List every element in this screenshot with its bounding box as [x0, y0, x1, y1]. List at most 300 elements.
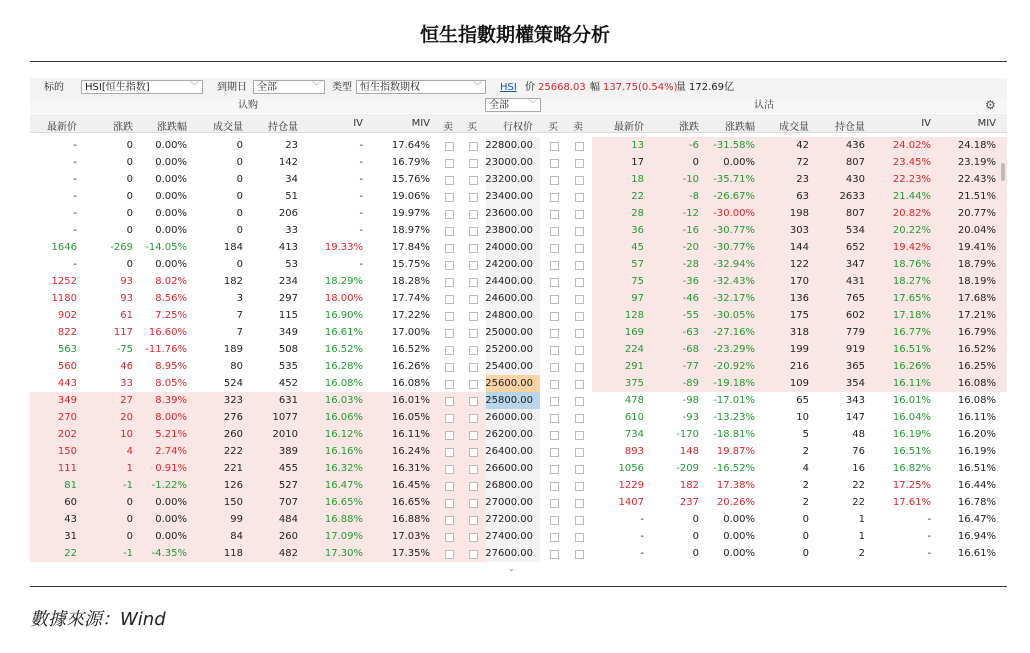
put-cell: 21.51%: [957, 191, 996, 202]
put-buy-checkbox[interactable]: [550, 397, 559, 406]
put-buy-checkbox[interactable]: [550, 363, 559, 372]
call-sell-checkbox[interactable]: [445, 312, 454, 321]
put-cell: 23.19%: [957, 157, 996, 168]
put-cell: 170: [789, 276, 809, 287]
strike-price: 23600.00: [485, 208, 533, 219]
expiry-select[interactable]: [253, 80, 325, 94]
put-sell-checkbox[interactable]: [575, 465, 584, 474]
call-cell: 0: [236, 208, 243, 219]
call-cell: 16.08%: [324, 378, 363, 389]
put-cell: 16.19%: [892, 429, 931, 440]
put-cell: 2: [802, 480, 809, 491]
call-col-header: MIV: [411, 118, 430, 129]
call-cell: -: [73, 208, 77, 219]
strike-price: 24800.00: [485, 310, 533, 321]
put-sell-checkbox[interactable]: [575, 380, 584, 389]
put-cell: 0: [692, 531, 699, 542]
call-cell: 0: [126, 208, 133, 219]
call-sell-checkbox[interactable]: [445, 533, 454, 542]
call-cell: 16.61%: [324, 327, 363, 338]
call-sell-checkbox[interactable]: [445, 499, 454, 508]
call-cell: 482: [278, 548, 298, 559]
call-sell-checkbox[interactable]: [445, 329, 454, 338]
put-cell: 18.79%: [957, 259, 996, 270]
put-cell: 0: [692, 157, 699, 168]
price-value: 25668.03: [538, 82, 586, 93]
put-sell-checkbox[interactable]: [575, 295, 584, 304]
call-buy-checkbox[interactable]: [469, 448, 478, 457]
call-cell: 484: [278, 514, 298, 525]
put-cell: -26.67%: [713, 191, 755, 202]
put-col-header: 涨跌幅: [725, 122, 755, 133]
call-buy-checkbox[interactable]: [469, 465, 478, 474]
put-cell: 0.00%: [723, 531, 755, 542]
put-cell: -: [640, 531, 644, 542]
call-cell: 16.08%: [391, 378, 430, 389]
call-cell: 1646: [51, 242, 77, 253]
call-cell: -: [73, 191, 77, 202]
call-cell: 7.25%: [155, 310, 187, 321]
chevron-down-icon[interactable]: ⌄: [508, 564, 515, 573]
call-cell: 0: [126, 174, 133, 185]
put-cell: 136: [789, 293, 809, 304]
put-cell: 17.18%: [892, 310, 931, 321]
call-sell-checkbox[interactable]: [445, 363, 454, 372]
put-buy-checkbox[interactable]: [550, 550, 559, 559]
call-cell: 17.22%: [391, 310, 430, 321]
put-sell-checkbox[interactable]: [575, 499, 584, 508]
call-cell: 16.26%: [391, 361, 430, 372]
call-cell: 17.35%: [391, 548, 430, 559]
put-buy-checkbox[interactable]: [550, 244, 559, 253]
put-cell: 20.77%: [957, 208, 996, 219]
scrollbar-thumb[interactable]: [1001, 163, 1005, 181]
call-buy-checkbox[interactable]: [469, 414, 478, 423]
put-cell: 24.18%: [957, 140, 996, 151]
put-sell-checkbox[interactable]: [575, 176, 584, 185]
put-buy-checkbox[interactable]: [550, 193, 559, 202]
put-cell: 765: [845, 293, 865, 304]
put-cell: -27.16%: [713, 327, 755, 338]
call-sell-checkbox[interactable]: [445, 295, 454, 304]
put-cell: 17.25%: [892, 480, 931, 491]
table-row[interactable]: [30, 307, 1007, 324]
table-row[interactable]: [30, 222, 1007, 239]
call-buy-checkbox[interactable]: [469, 261, 478, 270]
put-buy-checkbox[interactable]: [550, 414, 559, 423]
put-sell-checkbox[interactable]: [575, 261, 584, 270]
call-sell-checkbox[interactable]: [445, 142, 454, 151]
ticker-link[interactable]: HSI: [500, 82, 517, 93]
put-cell: 779: [845, 327, 865, 338]
call-buy-checkbox[interactable]: [469, 210, 478, 219]
call-cell: 0.00%: [155, 225, 187, 236]
table-row[interactable]: [30, 188, 1007, 205]
call-cell: 19.06%: [391, 191, 430, 202]
call-sell-checkbox[interactable]: [445, 397, 454, 406]
call-cell: 150: [223, 497, 243, 508]
call-sell-checkbox[interactable]: [445, 227, 454, 236]
put-buy-checkbox[interactable]: [550, 431, 559, 440]
call-cell: 452: [278, 378, 298, 389]
call-cell: 527: [278, 480, 298, 491]
call-buy-checkbox[interactable]: [469, 227, 478, 236]
call-buy-header: 买: [467, 122, 477, 133]
call-cell: 117: [113, 327, 133, 338]
put-cell: 237: [679, 497, 699, 508]
put-cell: 21.44%: [892, 191, 931, 202]
put-sell-checkbox[interactable]: [575, 533, 584, 542]
call-buy-checkbox[interactable]: [469, 142, 478, 151]
strike-price: 25400.00: [485, 361, 533, 372]
underlying-select[interactable]: [81, 80, 203, 94]
table-row[interactable]: [30, 341, 1007, 358]
put-sell-checkbox[interactable]: [575, 312, 584, 321]
put-buy-checkbox[interactable]: [550, 142, 559, 151]
put-cell: 128: [624, 310, 644, 321]
call-cell: 0: [126, 531, 133, 542]
put-buy-checkbox[interactable]: [550, 499, 559, 508]
call-buy-checkbox[interactable]: [469, 550, 478, 559]
call-cell: 53: [285, 259, 298, 270]
chevron-down-icon: ﹀: [189, 82, 199, 92]
put-sell-checkbox[interactable]: [575, 159, 584, 168]
call-buy-checkbox[interactable]: [469, 295, 478, 304]
type-select[interactable]: [356, 80, 486, 94]
put-buy-checkbox[interactable]: [550, 176, 559, 185]
call-buy-checkbox[interactable]: [469, 193, 478, 202]
put-col-header: 最新价: [614, 122, 644, 133]
call-sell-checkbox[interactable]: [445, 261, 454, 270]
call-cell: -: [359, 174, 363, 185]
put-cell: -12: [682, 208, 699, 219]
put-cell: 343: [845, 395, 865, 406]
table-row[interactable]: [30, 511, 1007, 528]
put-cell: 0: [802, 514, 809, 525]
call-cell: 0: [126, 157, 133, 168]
put-sell-checkbox[interactable]: [575, 516, 584, 525]
table-row[interactable]: [30, 239, 1007, 256]
call-sell-checkbox[interactable]: [445, 431, 454, 440]
call-buy-checkbox[interactable]: [469, 244, 478, 253]
put-cell: 652: [845, 242, 865, 253]
call-cell: -: [359, 157, 363, 168]
put-cell: 16.20%: [957, 429, 996, 440]
table-row[interactable]: [30, 324, 1007, 341]
put-cell: -6: [689, 140, 699, 151]
put-cell: -17.01%: [713, 395, 755, 406]
put-cell: 57: [631, 259, 644, 270]
put-sell-checkbox[interactable]: [575, 210, 584, 219]
put-sell-checkbox[interactable]: [575, 431, 584, 440]
table-row[interactable]: [30, 256, 1007, 273]
put-cell: 147: [845, 412, 865, 423]
call-cell: 17.64%: [391, 140, 430, 151]
put-cell: -68: [682, 344, 699, 355]
put-cell: 13: [631, 140, 644, 151]
call-buy-checkbox[interactable]: [469, 516, 478, 525]
put-cell: 22.43%: [957, 174, 996, 185]
table-row[interactable]: [30, 154, 1007, 171]
put-cell: -32.17%: [713, 293, 755, 304]
call-cell: 631: [278, 395, 298, 406]
put-cell: -28: [682, 259, 699, 270]
put-buy-checkbox[interactable]: [550, 210, 559, 219]
put-buy-checkbox[interactable]: [550, 261, 559, 270]
call-buy-checkbox[interactable]: [469, 380, 478, 389]
strike-price: 23800.00: [485, 225, 533, 236]
put-sell-checkbox[interactable]: [575, 329, 584, 338]
put-cell: 224: [624, 344, 644, 355]
call-cell: 0.00%: [155, 208, 187, 219]
put-cell: 10: [796, 412, 809, 423]
call-sell-checkbox[interactable]: [445, 176, 454, 185]
put-cell: 1407: [618, 497, 644, 508]
put-buy-checkbox[interactable]: [550, 295, 559, 304]
put-cell: 36: [631, 225, 644, 236]
put-buy-header: 买: [548, 122, 558, 133]
call-cell: 0.00%: [155, 531, 187, 542]
put-buy-checkbox[interactable]: [550, 227, 559, 236]
call-sell-checkbox[interactable]: [445, 448, 454, 457]
call-cell: -: [73, 225, 77, 236]
call-sell-checkbox[interactable]: [445, 244, 454, 253]
call-cell: -269: [110, 242, 133, 253]
strike-price: 27000.00: [485, 497, 533, 508]
strike-price: 24000.00: [485, 242, 533, 253]
put-cell: 734: [624, 429, 644, 440]
call-cell: 260: [278, 531, 298, 542]
strike-filter-value: 全部: [489, 100, 509, 111]
call-buy-checkbox[interactable]: [469, 482, 478, 491]
call-buy-checkbox[interactable]: [469, 363, 478, 372]
table-row[interactable]: [30, 358, 1007, 375]
put-cell: 28: [631, 208, 644, 219]
volume-label: 量: [676, 82, 686, 93]
call-cell: 126: [223, 480, 243, 491]
table-row[interactable]: [30, 460, 1007, 477]
put-sell-checkbox[interactable]: [575, 397, 584, 406]
table-row[interactable]: [30, 494, 1007, 511]
call-col-header: IV: [353, 118, 363, 129]
call-cell: 17.74%: [391, 293, 430, 304]
put-cell: 16.26%: [892, 361, 931, 372]
bottom-divider: [30, 586, 1007, 587]
table-row[interactable]: [30, 409, 1007, 426]
call-sell-checkbox[interactable]: [445, 346, 454, 355]
call-cell: -4.35%: [151, 548, 187, 559]
table-row[interactable]: [30, 137, 1007, 154]
put-buy-checkbox[interactable]: [550, 329, 559, 338]
put-cell: 2633: [839, 191, 865, 202]
put-cell: 22: [852, 497, 865, 508]
put-cell: 63: [796, 191, 809, 202]
put-buy-checkbox[interactable]: [550, 278, 559, 287]
put-cell: -170: [676, 429, 699, 440]
call-cell: -: [73, 174, 77, 185]
put-buy-checkbox[interactable]: [550, 482, 559, 491]
table-row[interactable]: [30, 290, 1007, 307]
strike-price: 22800.00: [485, 140, 533, 151]
put-buy-checkbox[interactable]: [550, 159, 559, 168]
table-row[interactable]: [30, 273, 1007, 290]
chevron-down-icon: ﹀: [472, 82, 482, 92]
put-sell-checkbox[interactable]: [575, 142, 584, 151]
put-sell-checkbox[interactable]: [575, 363, 584, 372]
put-cell: 1: [858, 514, 865, 525]
put-cell: -19.18%: [713, 378, 755, 389]
call-cell: 19.33%: [324, 242, 363, 253]
put-cell: 1: [858, 531, 865, 542]
call-sell-header: 卖: [443, 122, 453, 133]
call-cell: -1: [123, 480, 133, 491]
call-cell: -1: [123, 548, 133, 559]
put-cell: 534: [845, 225, 865, 236]
table-row[interactable]: [30, 545, 1007, 562]
put-sell-checkbox[interactable]: [575, 482, 584, 491]
call-sell-checkbox[interactable]: [445, 159, 454, 168]
call-sell-checkbox[interactable]: [445, 516, 454, 525]
call-buy-checkbox[interactable]: [469, 499, 478, 508]
put-sell-checkbox[interactable]: [575, 414, 584, 423]
call-sell-checkbox[interactable]: [445, 414, 454, 423]
call-sell-checkbox[interactable]: [445, 210, 454, 219]
strike-price: 23200.00: [485, 174, 533, 185]
strike-price: 23400.00: [485, 191, 533, 202]
call-cell: 0: [236, 174, 243, 185]
put-sell-header: 卖: [573, 122, 583, 133]
put-cell: 16.78%: [957, 497, 996, 508]
put-buy-checkbox[interactable]: [550, 516, 559, 525]
table-row[interactable]: [30, 392, 1007, 409]
put-sell-checkbox[interactable]: [575, 346, 584, 355]
table-row[interactable]: [30, 528, 1007, 545]
put-cell: 16: [852, 463, 865, 474]
call-cell: 455: [278, 463, 298, 474]
table-row[interactable]: [30, 205, 1007, 222]
put-sell-checkbox[interactable]: [575, 550, 584, 559]
table-row[interactable]: [30, 171, 1007, 188]
call-cell: 16.06%: [324, 412, 363, 423]
call-cell: 84: [230, 531, 243, 542]
call-cell: 0: [126, 225, 133, 236]
call-cell: 8.00%: [155, 412, 187, 423]
call-cell: 16.90%: [324, 310, 363, 321]
call-buy-checkbox[interactable]: [469, 159, 478, 168]
call-cell: -: [359, 225, 363, 236]
call-cell: 0: [236, 140, 243, 151]
call-cell: 202: [57, 429, 77, 440]
put-sell-checkbox[interactable]: [575, 244, 584, 253]
call-cell: 7: [236, 310, 243, 321]
put-cell: -32.94%: [713, 259, 755, 270]
call-cell: 707: [278, 497, 298, 508]
call-cell: 18.29%: [324, 276, 363, 287]
call-sell-checkbox[interactable]: [445, 380, 454, 389]
call-cell: -: [359, 259, 363, 270]
put-sell-checkbox[interactable]: [575, 278, 584, 287]
call-sell-checkbox[interactable]: [445, 482, 454, 491]
put-cell: -: [640, 514, 644, 525]
put-buy-checkbox[interactable]: [550, 448, 559, 457]
call-cell: 17.00%: [391, 327, 430, 338]
call-buy-checkbox[interactable]: [469, 176, 478, 185]
put-cell: 42: [796, 140, 809, 151]
put-cell: 17: [631, 157, 644, 168]
strike-price: 27200.00: [485, 514, 533, 525]
call-cell: 18.28%: [391, 276, 430, 287]
call-buy-checkbox[interactable]: [469, 533, 478, 542]
put-cell: 0: [692, 514, 699, 525]
put-cell: 16.01%: [892, 395, 931, 406]
call-cell: 33: [120, 378, 133, 389]
put-cell: 18.27%: [892, 276, 931, 287]
put-cell: 16.25%: [957, 361, 996, 372]
put-cell: 198: [789, 208, 809, 219]
call-buy-checkbox[interactable]: [469, 278, 478, 287]
put-cell: 16.04%: [892, 412, 931, 423]
put-cell: 72: [796, 157, 809, 168]
call-cell: 560: [57, 361, 77, 372]
put-buy-checkbox[interactable]: [550, 380, 559, 389]
call-buy-checkbox[interactable]: [469, 346, 478, 355]
call-buy-checkbox[interactable]: [469, 312, 478, 321]
put-buy-checkbox[interactable]: [550, 465, 559, 474]
call-buy-checkbox[interactable]: [469, 329, 478, 338]
put-sell-checkbox[interactable]: [575, 193, 584, 202]
call-sell-checkbox[interactable]: [445, 465, 454, 474]
put-col-header: MIV: [977, 118, 996, 129]
put-cell: 0: [692, 548, 699, 559]
table-row[interactable]: [30, 477, 1007, 494]
put-buy-checkbox[interactable]: [550, 312, 559, 321]
call-buy-checkbox[interactable]: [469, 431, 478, 440]
call-buy-checkbox[interactable]: [469, 397, 478, 406]
call-cell: 0: [126, 140, 133, 151]
call-cell: 16.16%: [324, 446, 363, 457]
put-cell: -89: [682, 378, 699, 389]
chevron-down-icon: ﹀: [311, 82, 321, 92]
table-row[interactable]: [30, 443, 1007, 460]
call-sell-checkbox[interactable]: [445, 193, 454, 202]
put-buy-checkbox[interactable]: [550, 533, 559, 542]
gear-icon[interactable]: ⚙: [985, 98, 996, 112]
call-cell: 20: [120, 412, 133, 423]
table-row[interactable]: [30, 375, 1007, 392]
call-cell: 0.00%: [155, 174, 187, 185]
put-buy-checkbox[interactable]: [550, 346, 559, 355]
call-sell-checkbox[interactable]: [445, 550, 454, 559]
put-cell: 16.82%: [892, 463, 931, 474]
put-sell-checkbox[interactable]: [575, 227, 584, 236]
call-sell-checkbox[interactable]: [445, 278, 454, 287]
call-cell: 22: [64, 548, 77, 559]
strike-price: 25800.00: [485, 395, 533, 406]
call-cell: 443: [57, 378, 77, 389]
put-cell: 18.19%: [957, 276, 996, 287]
call-cell: 93: [120, 276, 133, 287]
put-sell-checkbox[interactable]: [575, 448, 584, 457]
call-cell: 349: [278, 327, 298, 338]
strike-filter-select[interactable]: [485, 98, 541, 112]
table-row[interactable]: [30, 426, 1007, 443]
strike-price: 25600.00: [485, 378, 533, 389]
call-cell: 15.76%: [391, 174, 430, 185]
call-cell: 17.03%: [391, 531, 430, 542]
put-cell: 16.11%: [957, 412, 996, 423]
call-cell: 0.00%: [155, 497, 187, 508]
call-cell: 16.32%: [324, 463, 363, 474]
